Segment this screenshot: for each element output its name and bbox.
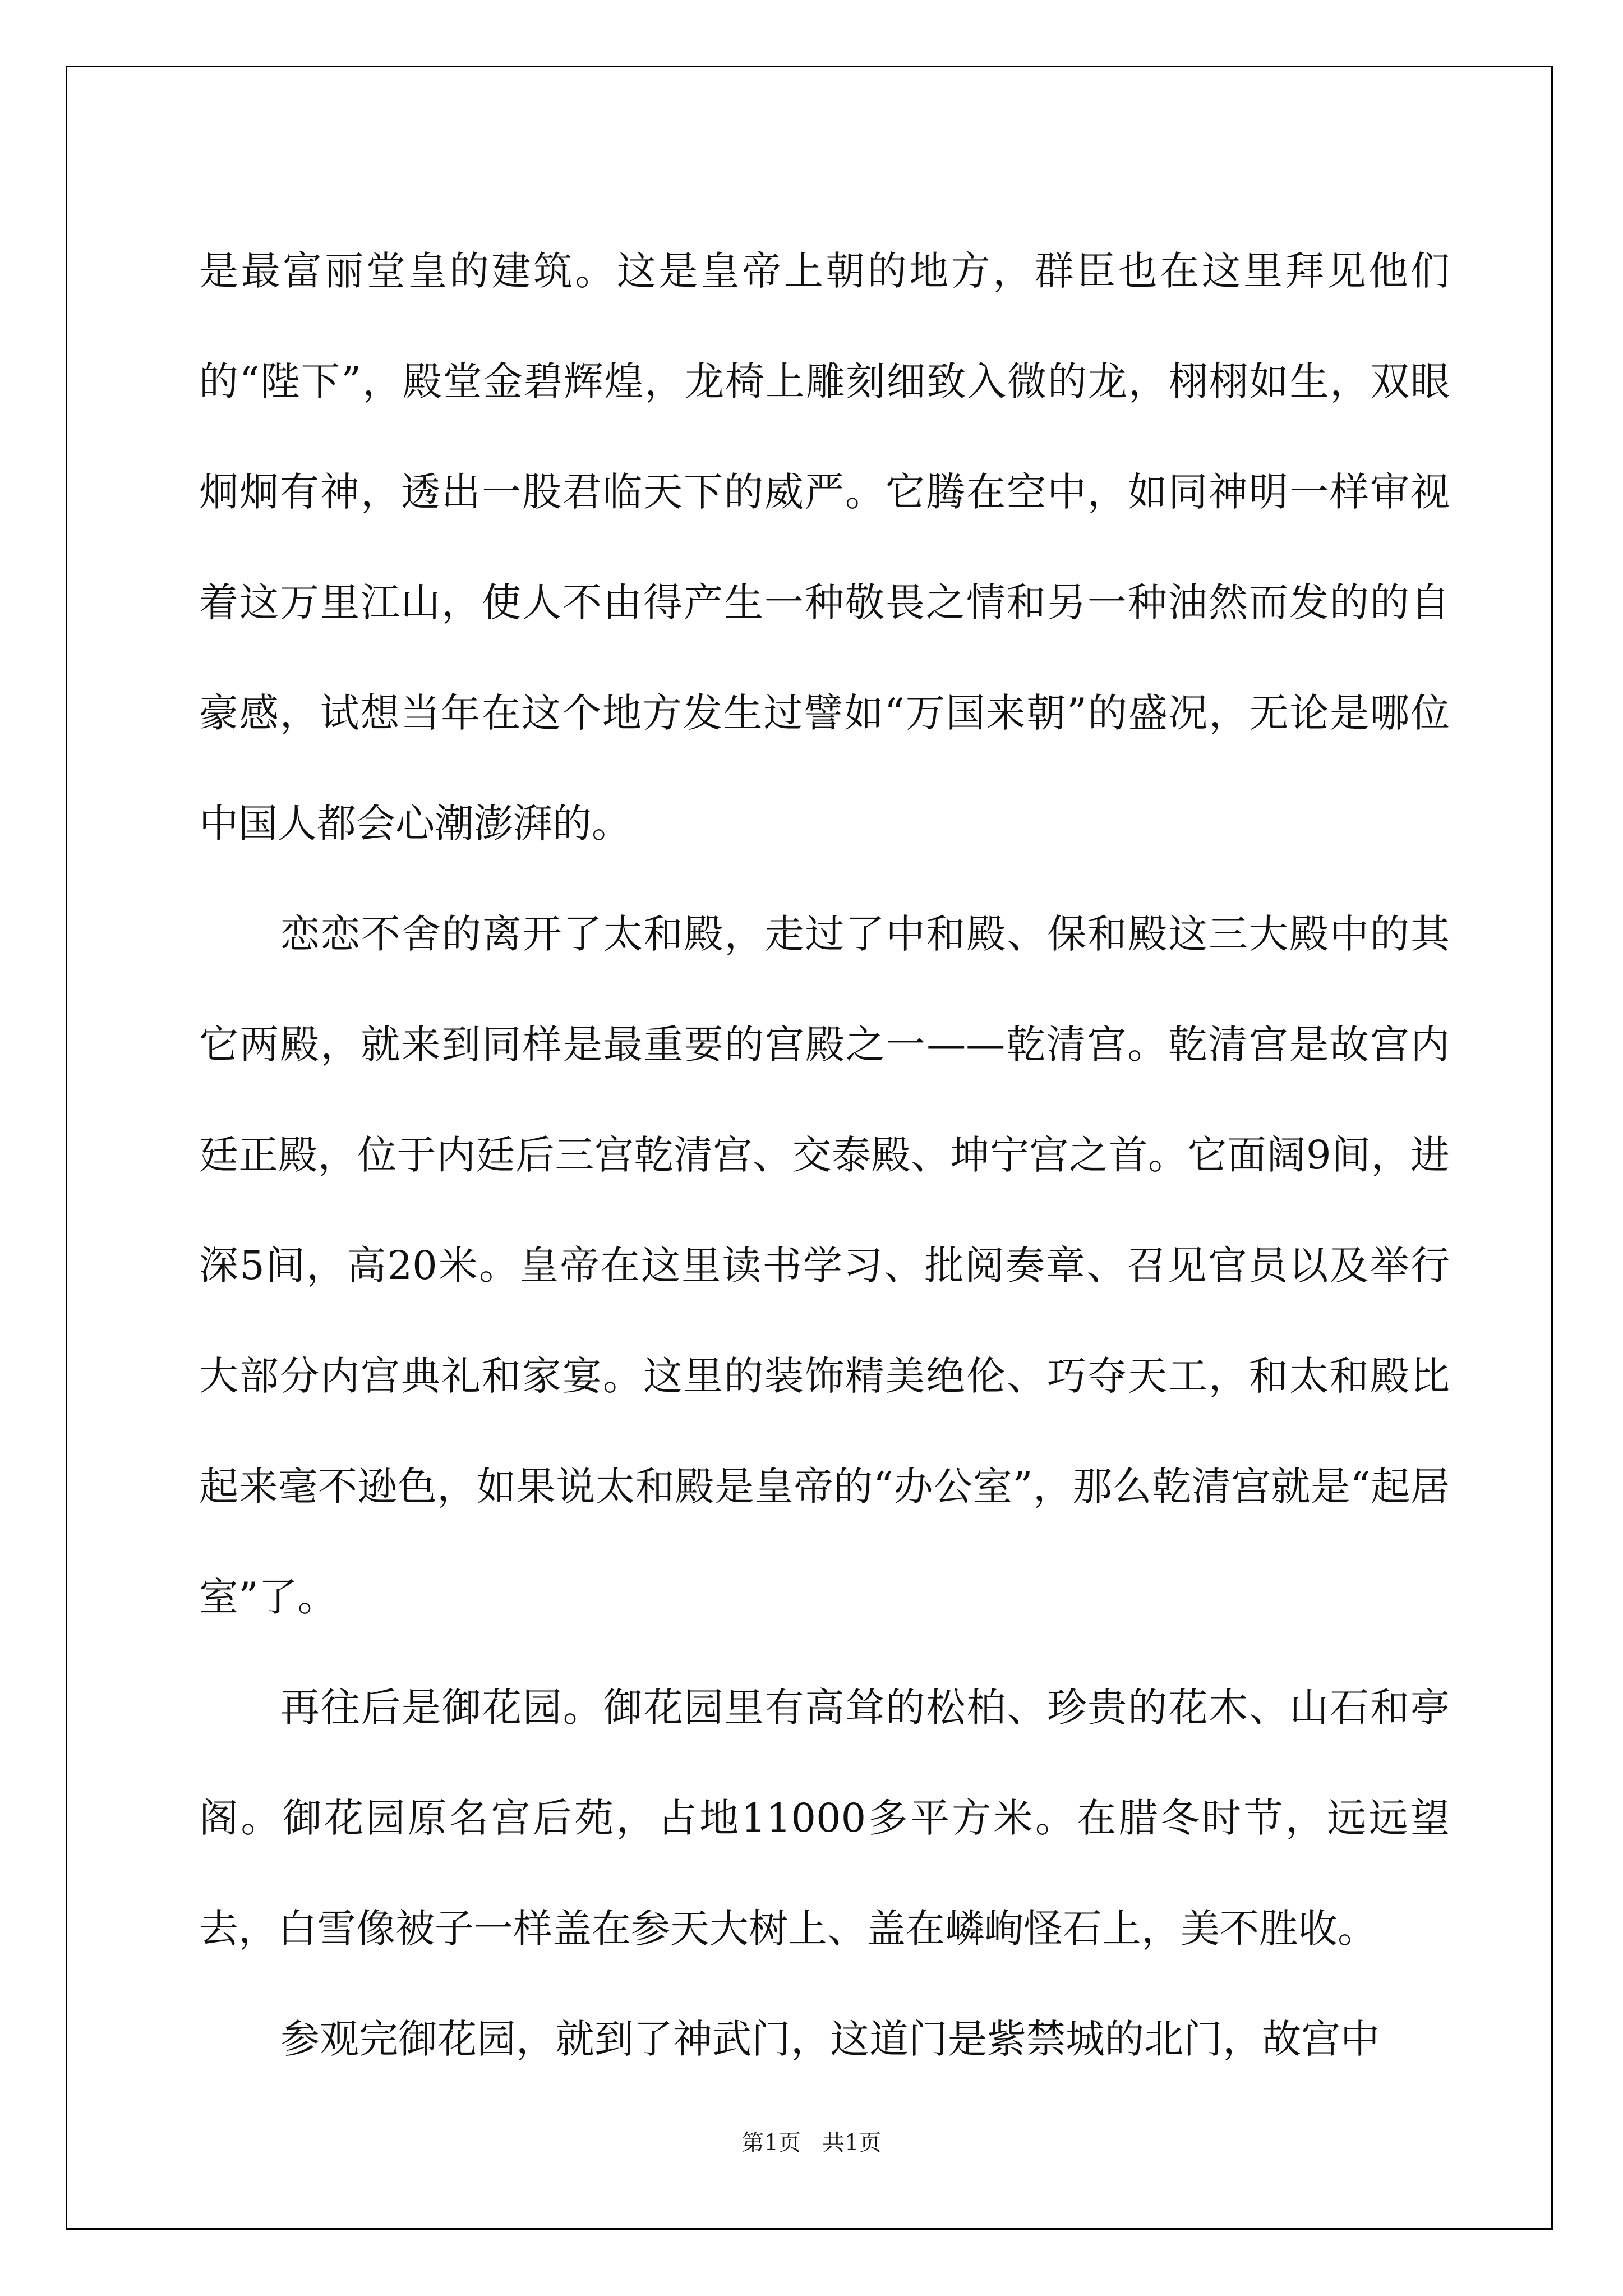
page-footer: 第1页 共1页 bbox=[741, 2130, 882, 2156]
document-body bbox=[199, 216, 1450, 2095]
paragraph-3: 再往后是御花园。御花园里有高耸的松柏、珍贵的花木、山石和亭阁。御花园原名宫后苑，占地11000多平方米。在腊冬时节，远远望去，白雪像被子一样盖在参天大树上、盖在嶙峋怪石上，美不胜收。 bbox=[199, 1685, 1450, 1952]
paragraph-4: 参观完御花园，就到了神武门，这道门是紫禁城的北门，故宫中 bbox=[280, 2016, 1380, 2062]
paragraph-1: 是最富丽堂皇的建筑。这是皇帝上朝的地方，群臣也在这里拜见他们的“陛下”，殿堂金碧辉煌，龙椅上雕刻细致入微的龙，栩栩如生，双眼炯炯有神，透出一股君临天下的威严。它腾在空中，如同神明一样审视着这万里江山，使人不由得产生一种敬畏之情和另一种油然而发的的自豪感，试想当年在这个地方发生过譬如“万国来朝”的盛况，无论是哪位中国人都会心潮澎湃的。 bbox=[199, 248, 1450, 846]
paragraph-2: 恋恋不舍的离开了太和殿，走过了中和殿、保和殿这三大殿中的其它两殿，就来到同样是最重要的宫殿之一——乾清宫。乾清宫是故宫内廷正殿，位于内廷后三宫乾清宫、交泰殿、坤宁宫之首。它面阔9间，进深5间，高20米。皇帝在这里读书学习、批阅奏章、召见官员以及举行大部分内宫典礼和家宴。这里的装饰精美绝伦、巧夺天工，和太和殿比起来毫不逊色，如果说太和殿是皇帝的“办公室”，那么乾清宫就是“起居室”了。 bbox=[199, 911, 1450, 1620]
